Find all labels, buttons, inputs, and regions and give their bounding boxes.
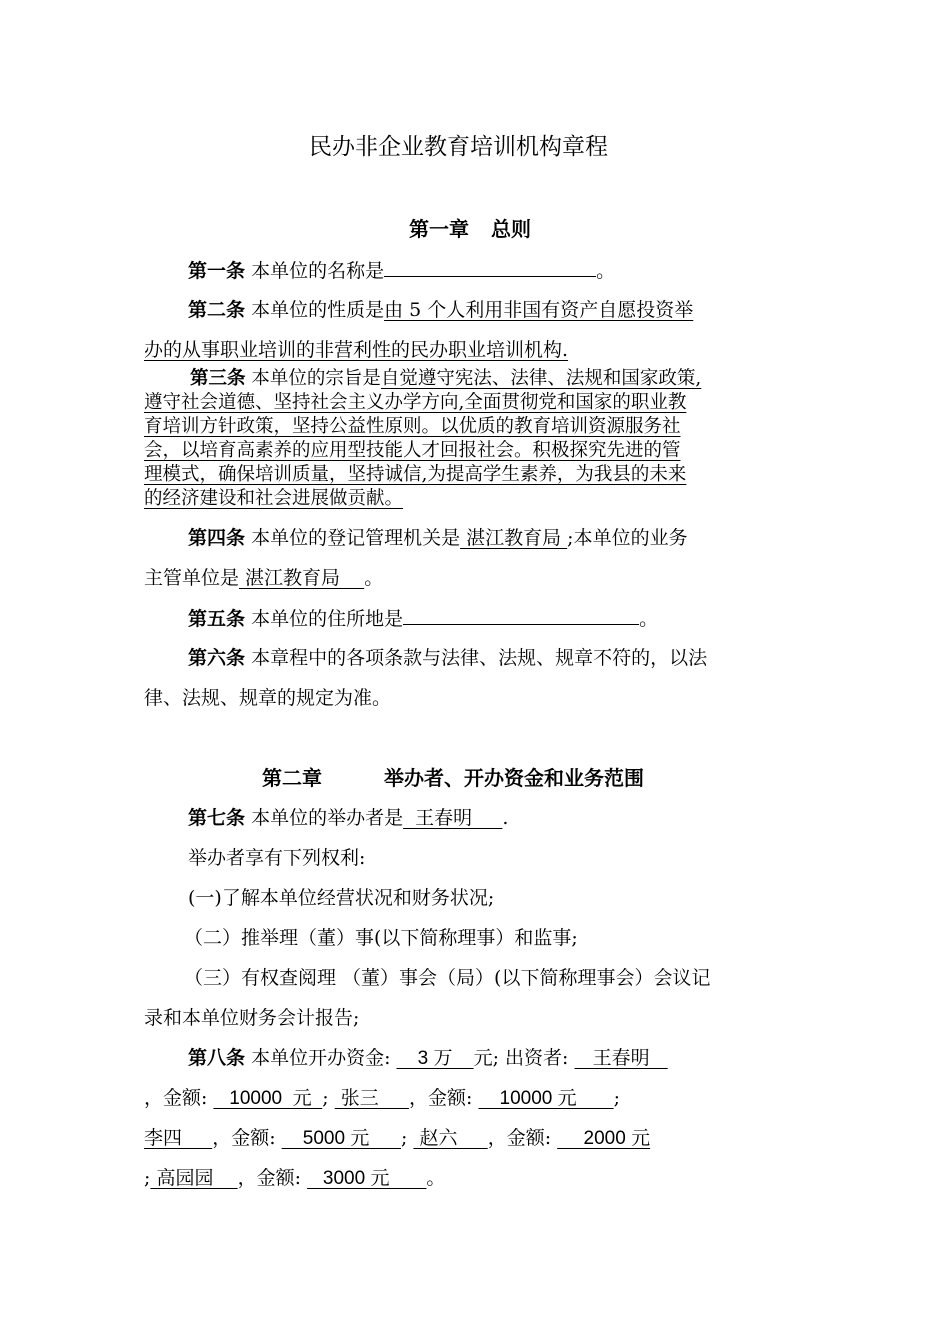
article-text: 本单位的登记管理机关是 xyxy=(251,527,461,549)
investor-amount: 10000 元 xyxy=(213,1088,323,1109)
article-8-line-4 xyxy=(144,1166,445,1191)
nature-text: 由 5 个人利用非国有资产自愿投资举 xyxy=(384,299,694,321)
chapter-2-name: 举办者、开办资金和业务范围 xyxy=(384,766,644,790)
article-6-line-2 xyxy=(144,686,391,710)
punct: 。 xyxy=(426,1167,446,1189)
article-text: ，金额: xyxy=(144,1087,208,1109)
article-text: ，金额: xyxy=(212,1127,276,1149)
rights-intro: 举办者享有下列权利: xyxy=(188,847,366,869)
punct: 。 xyxy=(364,567,384,589)
article-8-line-1 xyxy=(188,1046,668,1071)
article-5 xyxy=(188,606,658,631)
article-text: 本单位的住所地是 xyxy=(251,608,404,630)
article-text: 律、法规、规章的规定为准。 xyxy=(144,687,392,709)
purpose-text: 自觉遵守宪法、法律、法规和国家政策, xyxy=(380,368,702,389)
punct: ; xyxy=(401,1127,408,1149)
article-text: 本单位的举办者是 xyxy=(251,807,404,829)
chapter-1-heading xyxy=(409,217,531,241)
investor-amount: 5000 元 xyxy=(281,1128,401,1149)
investor-name: 王春明 xyxy=(574,1047,668,1069)
punct: ; xyxy=(322,1087,329,1109)
article-2-line-2 xyxy=(144,338,568,362)
article-label: 第六条 xyxy=(188,647,246,669)
article-text: 元; 出资者: xyxy=(473,1047,569,1069)
founder-name: 王春明 xyxy=(403,807,503,829)
address-blank xyxy=(403,606,639,625)
purpose-text: 育培训方针政策，坚持公益性原则。以优质的教育培训资源服务社 xyxy=(144,416,681,437)
article-text: 主管单位是 xyxy=(144,567,240,589)
punct: 。 xyxy=(596,260,616,282)
article-text: ，金额: xyxy=(408,1087,473,1109)
right-3-line-2: 录和本单位财务会计报告; xyxy=(144,1007,360,1029)
article-text: 本单位的宗旨是 xyxy=(251,368,381,389)
article-label: 第七条 xyxy=(188,807,246,829)
article-label: 第二条 xyxy=(188,299,246,321)
article-1 xyxy=(188,258,615,283)
chapter-2-number: 第二章 xyxy=(262,766,322,790)
right-2: （二）推举理（董）事(以下简称理事）和监事; xyxy=(184,927,578,949)
article-text: ;本单位的业务 xyxy=(567,527,688,549)
article-label: 第一条 xyxy=(188,260,246,282)
investor-name: 李四 xyxy=(144,1127,213,1149)
investor-amount: 3000 元 xyxy=(307,1168,427,1189)
right-3-line-1: （三）有权查阅理 （董）事会（局）(以下简称理事会）会议记 xyxy=(184,967,711,989)
article-3-line-2 xyxy=(144,392,686,414)
chapter-1-number: 第一章 xyxy=(409,217,469,241)
article-3-line-1 xyxy=(190,368,701,390)
article-4-line-2 xyxy=(144,566,383,590)
article-8-line-2 xyxy=(144,1086,620,1111)
article-label: 第五条 xyxy=(188,608,246,630)
article-4-line-1 xyxy=(188,526,688,550)
punct: 。 xyxy=(639,608,659,630)
investor-name: 高园园 xyxy=(150,1167,238,1189)
article-text: 本单位的名称是 xyxy=(251,260,385,282)
purpose-text: 理模式，确保培训质量，坚持诚信,为提高学生素养，为我县的未来 xyxy=(144,464,687,485)
name-blank xyxy=(384,258,596,277)
investor-amount: 10000 元 xyxy=(478,1088,614,1109)
purpose-text: 的经济建设和社会进展做贡献。 xyxy=(144,488,404,509)
nature-text-cont: 办的从事职业培训的非营利性的民办职业培训机构. xyxy=(144,339,569,361)
article-3-line-5 xyxy=(144,464,686,486)
chapter-2-heading xyxy=(262,766,644,790)
chapter-1-name: 总则 xyxy=(491,217,531,241)
article-text: ，金额: xyxy=(487,1127,552,1149)
purpose-text: 会，以培育高素养的应用型技能人才回报社会。积极探究先进的管 xyxy=(144,440,681,461)
article-text: 本章程中的各项条款与法律、法规、规章不符的，以法 xyxy=(251,647,708,669)
article-text: ，金额: xyxy=(237,1167,302,1189)
investor-name: 张三 xyxy=(334,1087,409,1109)
document-title: 民办非企业教育培训机构章程 xyxy=(309,134,608,160)
article-3-line-6 xyxy=(144,488,403,510)
article-7 xyxy=(188,806,508,830)
article-3-line-3 xyxy=(144,416,681,438)
punct: . xyxy=(502,807,509,829)
capital-amount: 3 万 xyxy=(396,1048,474,1069)
article-6-line-1 xyxy=(188,646,707,670)
article-label: 第八条 xyxy=(188,1047,246,1069)
registration-authority: 湛江教育局 xyxy=(460,527,568,549)
punct: ; xyxy=(144,1167,151,1189)
right-1: (一)了解本单位经营状况和财务状况; xyxy=(188,887,495,909)
supervising-unit: 湛江教育局 xyxy=(239,567,365,589)
article-text: 本单位开办资金: xyxy=(251,1047,391,1069)
article-text: 本单位的性质是 xyxy=(251,299,385,321)
punct: ; xyxy=(613,1087,620,1109)
article-8-line-3 xyxy=(144,1126,650,1151)
article-label: 第四条 xyxy=(188,527,246,549)
purpose-text: 遵守社会道德、坚持社会主义办学方向,全面贯彻党和国家的职业教 xyxy=(144,392,687,413)
investor-amount: 2000 元 xyxy=(557,1128,651,1149)
article-label: 第三条 xyxy=(190,368,246,389)
article-3-line-4 xyxy=(144,440,681,462)
investor-name: 赵六 xyxy=(413,1127,488,1149)
article-2-line-1 xyxy=(188,298,693,322)
